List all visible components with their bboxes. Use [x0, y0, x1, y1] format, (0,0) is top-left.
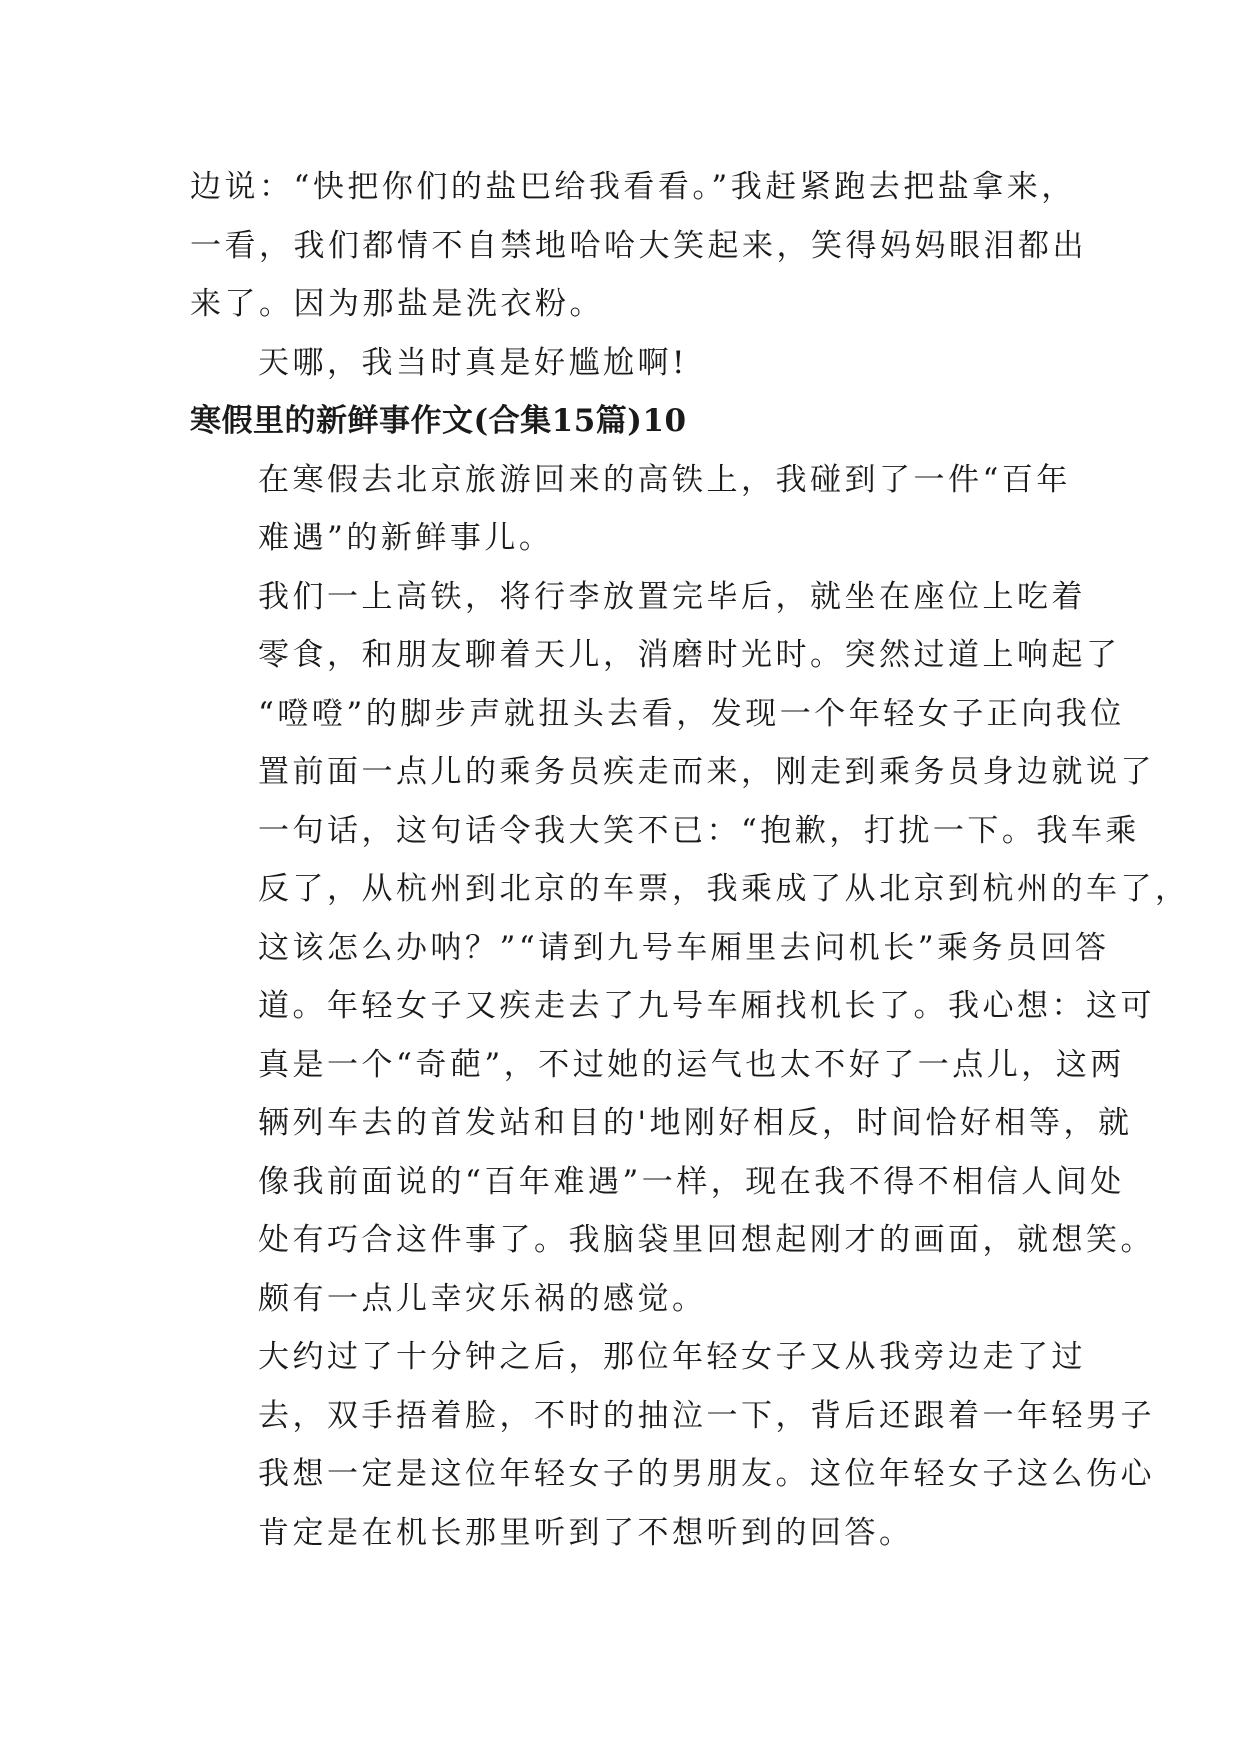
paragraph-ending — [190, 1328, 1155, 1562]
paragraph-train-story — [190, 568, 1190, 1329]
essay-heading: 寒假里的新鲜事作文(合集15篇)10 — [190, 403, 687, 439]
text-line: 一句话，这句话令我大笑不已：“抱歉，打扰一下。我车乘 — [258, 812, 1140, 849]
text-line: 道。年轻女子又疾走去了九号车厢找机长了。我心想：这可 — [258, 988, 1155, 1024]
text-line: 来了。因为那盐是洗衣粉。 — [190, 286, 604, 322]
text-line: 处有巧合这件事了。我脑袋里回想起刚才的画面，就想笑。 — [258, 1222, 1155, 1258]
text-line: 零食，和朋友聊着天儿，消磨时光时。突然过道上响起了 — [258, 637, 1121, 673]
text-line: 置前面一点儿的乘务员疾走而来，刚走到乘务员身边就说了 — [258, 754, 1155, 790]
document-page — [190, 158, 1190, 1562]
text-line: 真是一个“奇葩”，不过她的运气也太不好了一点儿，这两 — [258, 1046, 1125, 1083]
text-line: 辆列车去的首发站和目的'地刚好相反，时间恰好相等，就 — [258, 1105, 1133, 1141]
text-line: 颇有一点儿幸灾乐祸的感觉。 — [258, 1280, 707, 1317]
text-line: 像我前面说的“百年难遇”一样，现在我不得不相信人间处 — [258, 1163, 1125, 1200]
text-line: 反了，从杭州到北京的车票，我乘成了从北京到杭州的车了， — [258, 871, 1190, 907]
text-line: 我们一上高铁，将行李放置完毕后，就坐在座位上吃着 — [258, 578, 1086, 615]
text-line: 边说：“快把你们的盐巴给我看看。”我赶紧跑去把盐拿来， — [190, 169, 1076, 205]
text-line: 肯定是在机长那里听到了不想听到的回答。 — [258, 1514, 914, 1551]
text-line: 难遇”的新鲜事儿。 — [258, 520, 554, 556]
paragraph-intro — [190, 451, 1071, 568]
text-line: 大约过了十分钟之后，那位年轻女子又从我旁边走了过 — [258, 1339, 1086, 1375]
text-line: 这该怎么办呐？”“请到九号车厢里去问机长”乘务员回答 — [258, 929, 1110, 966]
text-line: 我想一定是这位年轻女子的男朋友。这位年轻女子这么伤心 — [258, 1456, 1155, 1492]
text-line: “噔噔”的脚步声就扭头去看，发现一个年轻女子正向我位 — [258, 695, 1125, 732]
text-line: 在寒假去北京旅游回来的高铁上，我碰到了一件“百年 — [258, 461, 1071, 498]
text-line: 去，双手捂着脸，不时的抽泣一下，背后还跟着一年轻男子 — [258, 1397, 1155, 1434]
text-line: 一看，我们都情不自禁地哈哈大笑起来，笑得妈妈眼泪都出 — [190, 227, 1087, 264]
paragraph-embarrassed — [190, 334, 1060, 393]
text-line: 天哪，我当时真是好尴尬啊! — [258, 344, 688, 381]
paragraph-salt-story-end — [190, 158, 1087, 334]
